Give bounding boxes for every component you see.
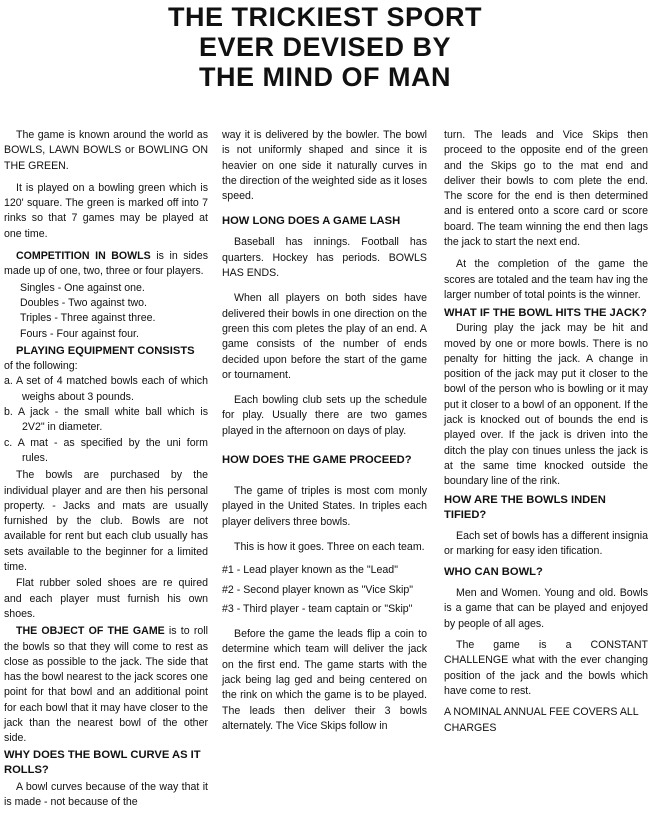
proceed-heading: HOW DOES THE GAME PROCEED?: [222, 454, 412, 467]
paragraph-innings: Baseball has innings. Football has quarters. Hockey has periods. BOWLS HAS ENDS.: [222, 236, 427, 280]
list-item: a. A set of 4 matched bowls each of which weighs about 3 pounds.: [4, 375, 208, 403]
player-2: #2 - Second player known as "Vice Skip": [222, 583, 414, 596]
object-heading: THE OBJECT OF THE GAME: [16, 625, 165, 638]
column-2: [222, 128, 427, 741]
player-3: #3 - Third player - team captain or "Skip": [222, 602, 413, 615]
equipment-intro: of the following:: [4, 360, 78, 373]
paragraph-triples: The game of triples is most com monly played in the United States. In triples each player delivers three bowls.: [222, 485, 427, 528]
identified-heading: HOW ARE THE BOWLS INDEN TIFIED?: [444, 493, 606, 521]
column-1: [4, 128, 208, 817]
list-item: b. A jack - the small white ball which is 2V2" in diameter.: [4, 406, 208, 434]
object-text: is to roll the bowls so that they will come to rest as close as possible to the jack. The side that has the bowl nearest to the jack scores one point for that bowl and an additional point for each bowl that it may have closer to the jack than the nearest bowl of the other side.: [4, 625, 208, 745]
paragraph-fee: A NOMINAL ANNUAL FEE COVERS ALL CHARGES: [444, 706, 639, 734]
paragraph-identified: Each set of bowls has a different insignia or marking for easy iden tification.: [444, 529, 648, 557]
page-title: [0, 2, 650, 92]
paragraph-turn: turn. The leads and Vice Skips then proceed to the opposite end of the green and the Skips go to the mat end and deliver their bowls to com plete the end. The score for the end is then determined and is entered onto a score card or score board. The team winning the end then lags the jack to start the next end.: [444, 129, 648, 249]
player-1: #1 - Lead player known as the "Lead": [222, 564, 398, 577]
list-item: Triples - Three against three.: [20, 312, 156, 325]
paragraph-purchased: The bowls are purchased by the individual player and are then his personal property. - Jacks and mats are usually furnished by the club. Bowls are not available for rent but each club usually has sets available to the beginner for a limited time.: [4, 469, 208, 574]
paragraph-schedule: Each bowling club sets up the schedule for play. Usually there are two games played in the afternoon on days of play.: [222, 394, 427, 437]
list-item: Doubles - Two against two.: [20, 296, 147, 309]
paragraph-who: Men and Women. Young and old. Bowls is a game that can be played and enjoyed by people of all ages.: [444, 587, 648, 630]
paragraph-before: Before the game the leads flip a coin to determine which team will deliver the jack on the first end. The game starts with the jack being lag ged and being centered on the rink on which the game is to be played. The leads then deliver their 3 bowls alternately. The Vice Skips follow in: [222, 628, 427, 732]
paragraph-curve: A bowl curves because of the way that it is made - not because of the: [4, 780, 208, 808]
list-item: Fours - Four against four.: [20, 327, 139, 340]
equipment-heading: PLAYING EQUIPMENT CONSISTS: [16, 344, 195, 357]
competition-text: is in sides made up of one, two, three or four players.: [4, 250, 208, 278]
title-line-3: THE MIND OF MAN: [199, 62, 451, 92]
team-sizes-list: [4, 281, 208, 342]
paragraph-challenge: The game is a CONSTANT CHALLENGE what with the ever changing position of the jack and the bowls which have come to rest.: [444, 639, 648, 697]
list-item: c. A mat - as specified by the uni form rules.: [4, 436, 208, 464]
paragraph-competition: [4, 249, 208, 280]
title-line-2: EVER DEVISED BY: [198, 32, 452, 62]
paragraph-intro: The game is known around the world as BOWLS, LAWN BOWLS or BOWLING ON THE GREEN.: [4, 129, 208, 172]
paragraph-delivered: way it is delivered by the bowler. The bowl is not uniformly shaped and since it is heavier on one side it naturally curves in the direction of the weighted side as it loses speed.: [222, 129, 427, 203]
paragraph-how: This is how it goes. Three on each team.: [234, 540, 425, 553]
paragraph-ends: When all players on both sides have delivered their bowls in one direction on the green this com pletes the play of an end. A game consists of the number of ends decided upon before the start of the game or tournament.: [222, 292, 427, 381]
competition-heading: COMPETITION IN BOWLS: [16, 250, 151, 263]
paragraph-shoes: Flat rubber soled shoes are re quired and each player must furnish his own shoes.: [4, 577, 208, 620]
who-heading: WHO CAN BOWL?: [444, 566, 543, 579]
paragraph-hits: During play the jack may be hit and moved by one or more bowls. There is no penalty for hitting the jack. A change in position of the jack may put it closer to the bowl of the person who is bowling or it may put it closer to a bowl of an opponent. If the jack is knocked out of bounds the end is played over. If the jack is driven into the ditch the play con tinues unless the jack is at the same time knocked outside the boundary line of the rink.: [444, 322, 648, 488]
title-line-1: THE TRICKIEST SPORT: [167, 2, 482, 32]
hits-heading: WHAT IF THE BOWL HITS THE JACK?: [444, 307, 647, 320]
paragraph-completion: At the completion of the game the scores are totaled and the team hav ing the larger number of total points is the winner.: [444, 258, 648, 301]
column-3: [444, 128, 648, 743]
paragraph-green: It is played on a bowling green which is 120' square. The green is marked off into 7 rinks so that 7 games may be played at one time.: [4, 181, 208, 240]
list-item: Singles - One against one.: [20, 281, 145, 294]
lash-heading: HOW LONG DOES A GAME LASH: [222, 215, 401, 228]
curve-heading: WHY DOES THE BOWL CURVE AS IT ROLLS?: [4, 748, 201, 776]
paragraph-object: [4, 624, 208, 746]
